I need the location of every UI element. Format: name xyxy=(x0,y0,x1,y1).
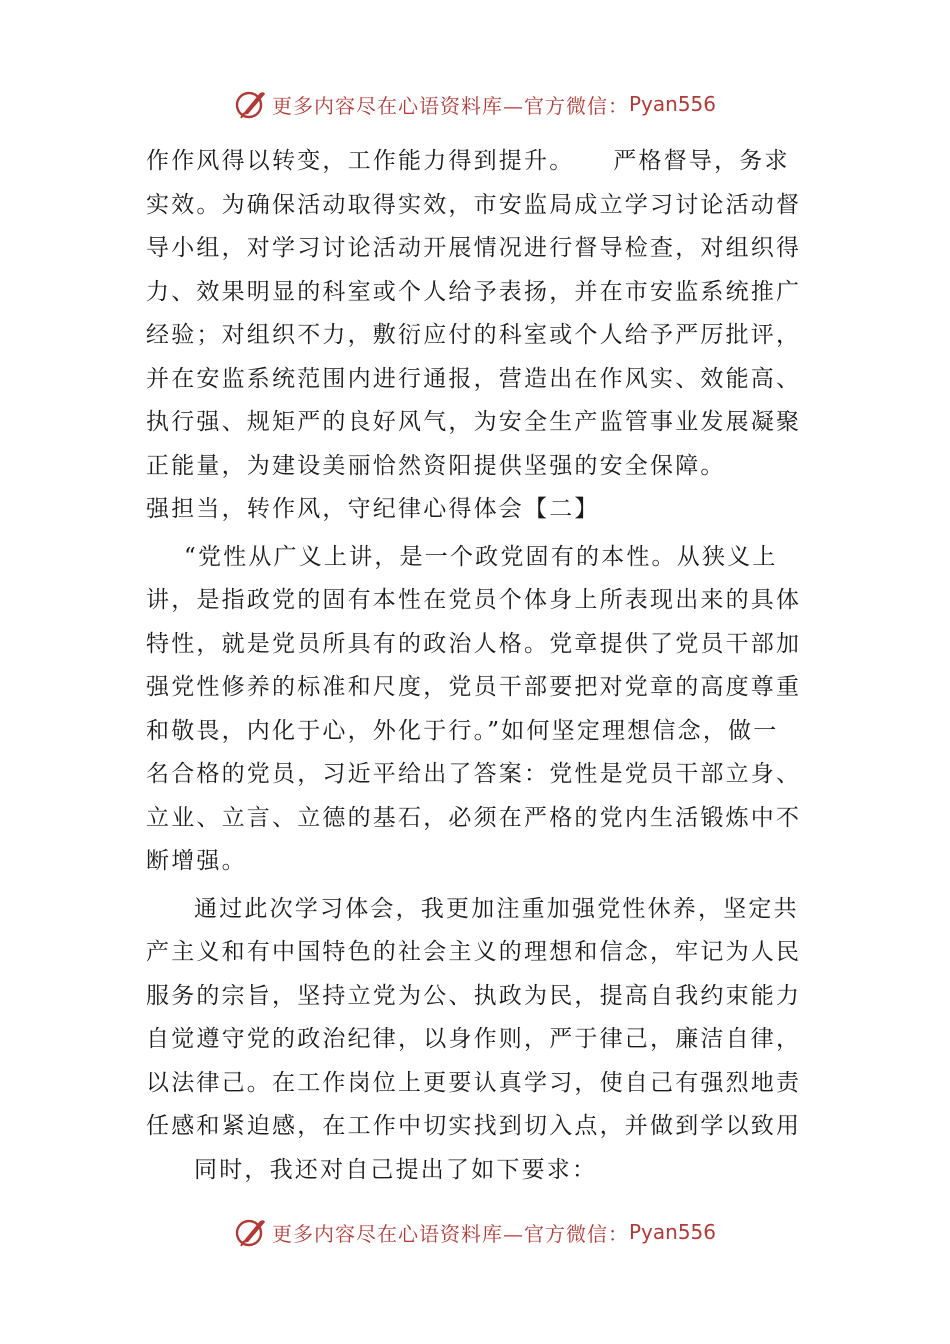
text-line: 导小组，对学习讨论活动开展情况进行督导检查，对组织得 xyxy=(146,235,802,261)
quill-logo-icon xyxy=(234,87,268,121)
text-line: 任感和紧迫感，在工作中切实找到切入点，并做到学以致用 xyxy=(146,1113,802,1139)
text-line: 立业、立言、立德的基石，必须在严格的党内生活锻炼中不 xyxy=(146,804,802,831)
text-line: 并在安监系统范围内进行通报，营造出在作风实、效能高、 xyxy=(146,365,802,392)
text-line: 正能量，为建设美丽恰然资阳提供坚强的安全保障。 xyxy=(146,452,726,479)
text-line: 同时，我还对自己提出了如下要求： xyxy=(194,1156,598,1183)
banner-text: 更多内容尽在心语资料库—官方微信： xyxy=(271,1221,629,1246)
quill-logo-icon xyxy=(234,1215,268,1249)
section-heading: 强担当，转作风，守纪律心得体会【二】 xyxy=(146,496,600,522)
banner-wechat-id: Pyan556 xyxy=(628,92,716,116)
text-line: 自觉遵守党的政治纪律，以身作则，严于律己，廉洁自律， xyxy=(146,1026,802,1052)
text-line: 作作风得以转变，工作能力得到提升。 严格督导，务求 xyxy=(146,148,790,174)
text-line: 力、效果明显的科室或个人给予表扬，并在市安监系统推广 xyxy=(146,278,802,305)
footer-watermark-banner xyxy=(0,1210,950,1254)
text-line: 通过此次学习体会，我更加注重加强党性休养，坚定共 xyxy=(194,895,799,922)
text-line: 和敬畏，内化于心，外化于行。”如何坚定理想信念，做一 xyxy=(146,717,779,744)
text-line: 强党性修养的标准和尺度，党员干部要把对党章的高度尊重 xyxy=(146,674,802,700)
banner-text: 更多内容尽在心语资料库—官方微信： xyxy=(271,93,629,118)
text-line: 执行强、规矩严的良好风气，为安全生产监管事业发展凝聚 xyxy=(146,409,802,435)
text-line: 服务的宗旨，坚持立党为公、执政为民，提高自我约束能力 xyxy=(146,982,802,1009)
banner-wechat-id: Pyan556 xyxy=(628,1220,716,1244)
text-line: 讲，是指政党的固有本性在党员个体身上所表现出来的具体 xyxy=(146,587,802,613)
text-line: “党性从广义上讲，是一个政党固有的本性。从狭义上 xyxy=(184,543,778,570)
text-line: 以法律己。在工作岗位上更要认真学习，使自己有强烈地责 xyxy=(146,1069,802,1096)
text-line: 断增强。 xyxy=(146,848,247,874)
header-watermark-banner xyxy=(0,82,950,126)
text-line: 经验；对组织不力，敷衍应付的科室或个人给予严厉批评， xyxy=(146,322,802,348)
text-line: 名合格的党员，习近平给出了答案：党性是党员干部立身、 xyxy=(146,761,802,787)
text-line: 产主义和有中国特色的社会主义的理想和信念，牢记为人民 xyxy=(146,939,802,965)
text-line: 特性，就是党员所具有的政治人格。党章提供了党员干部加 xyxy=(146,630,802,657)
text-line: 实效。为确保活动取得实效，市安监局成立学习讨论活动督 xyxy=(146,191,802,218)
document-body xyxy=(146,140,811,1192)
